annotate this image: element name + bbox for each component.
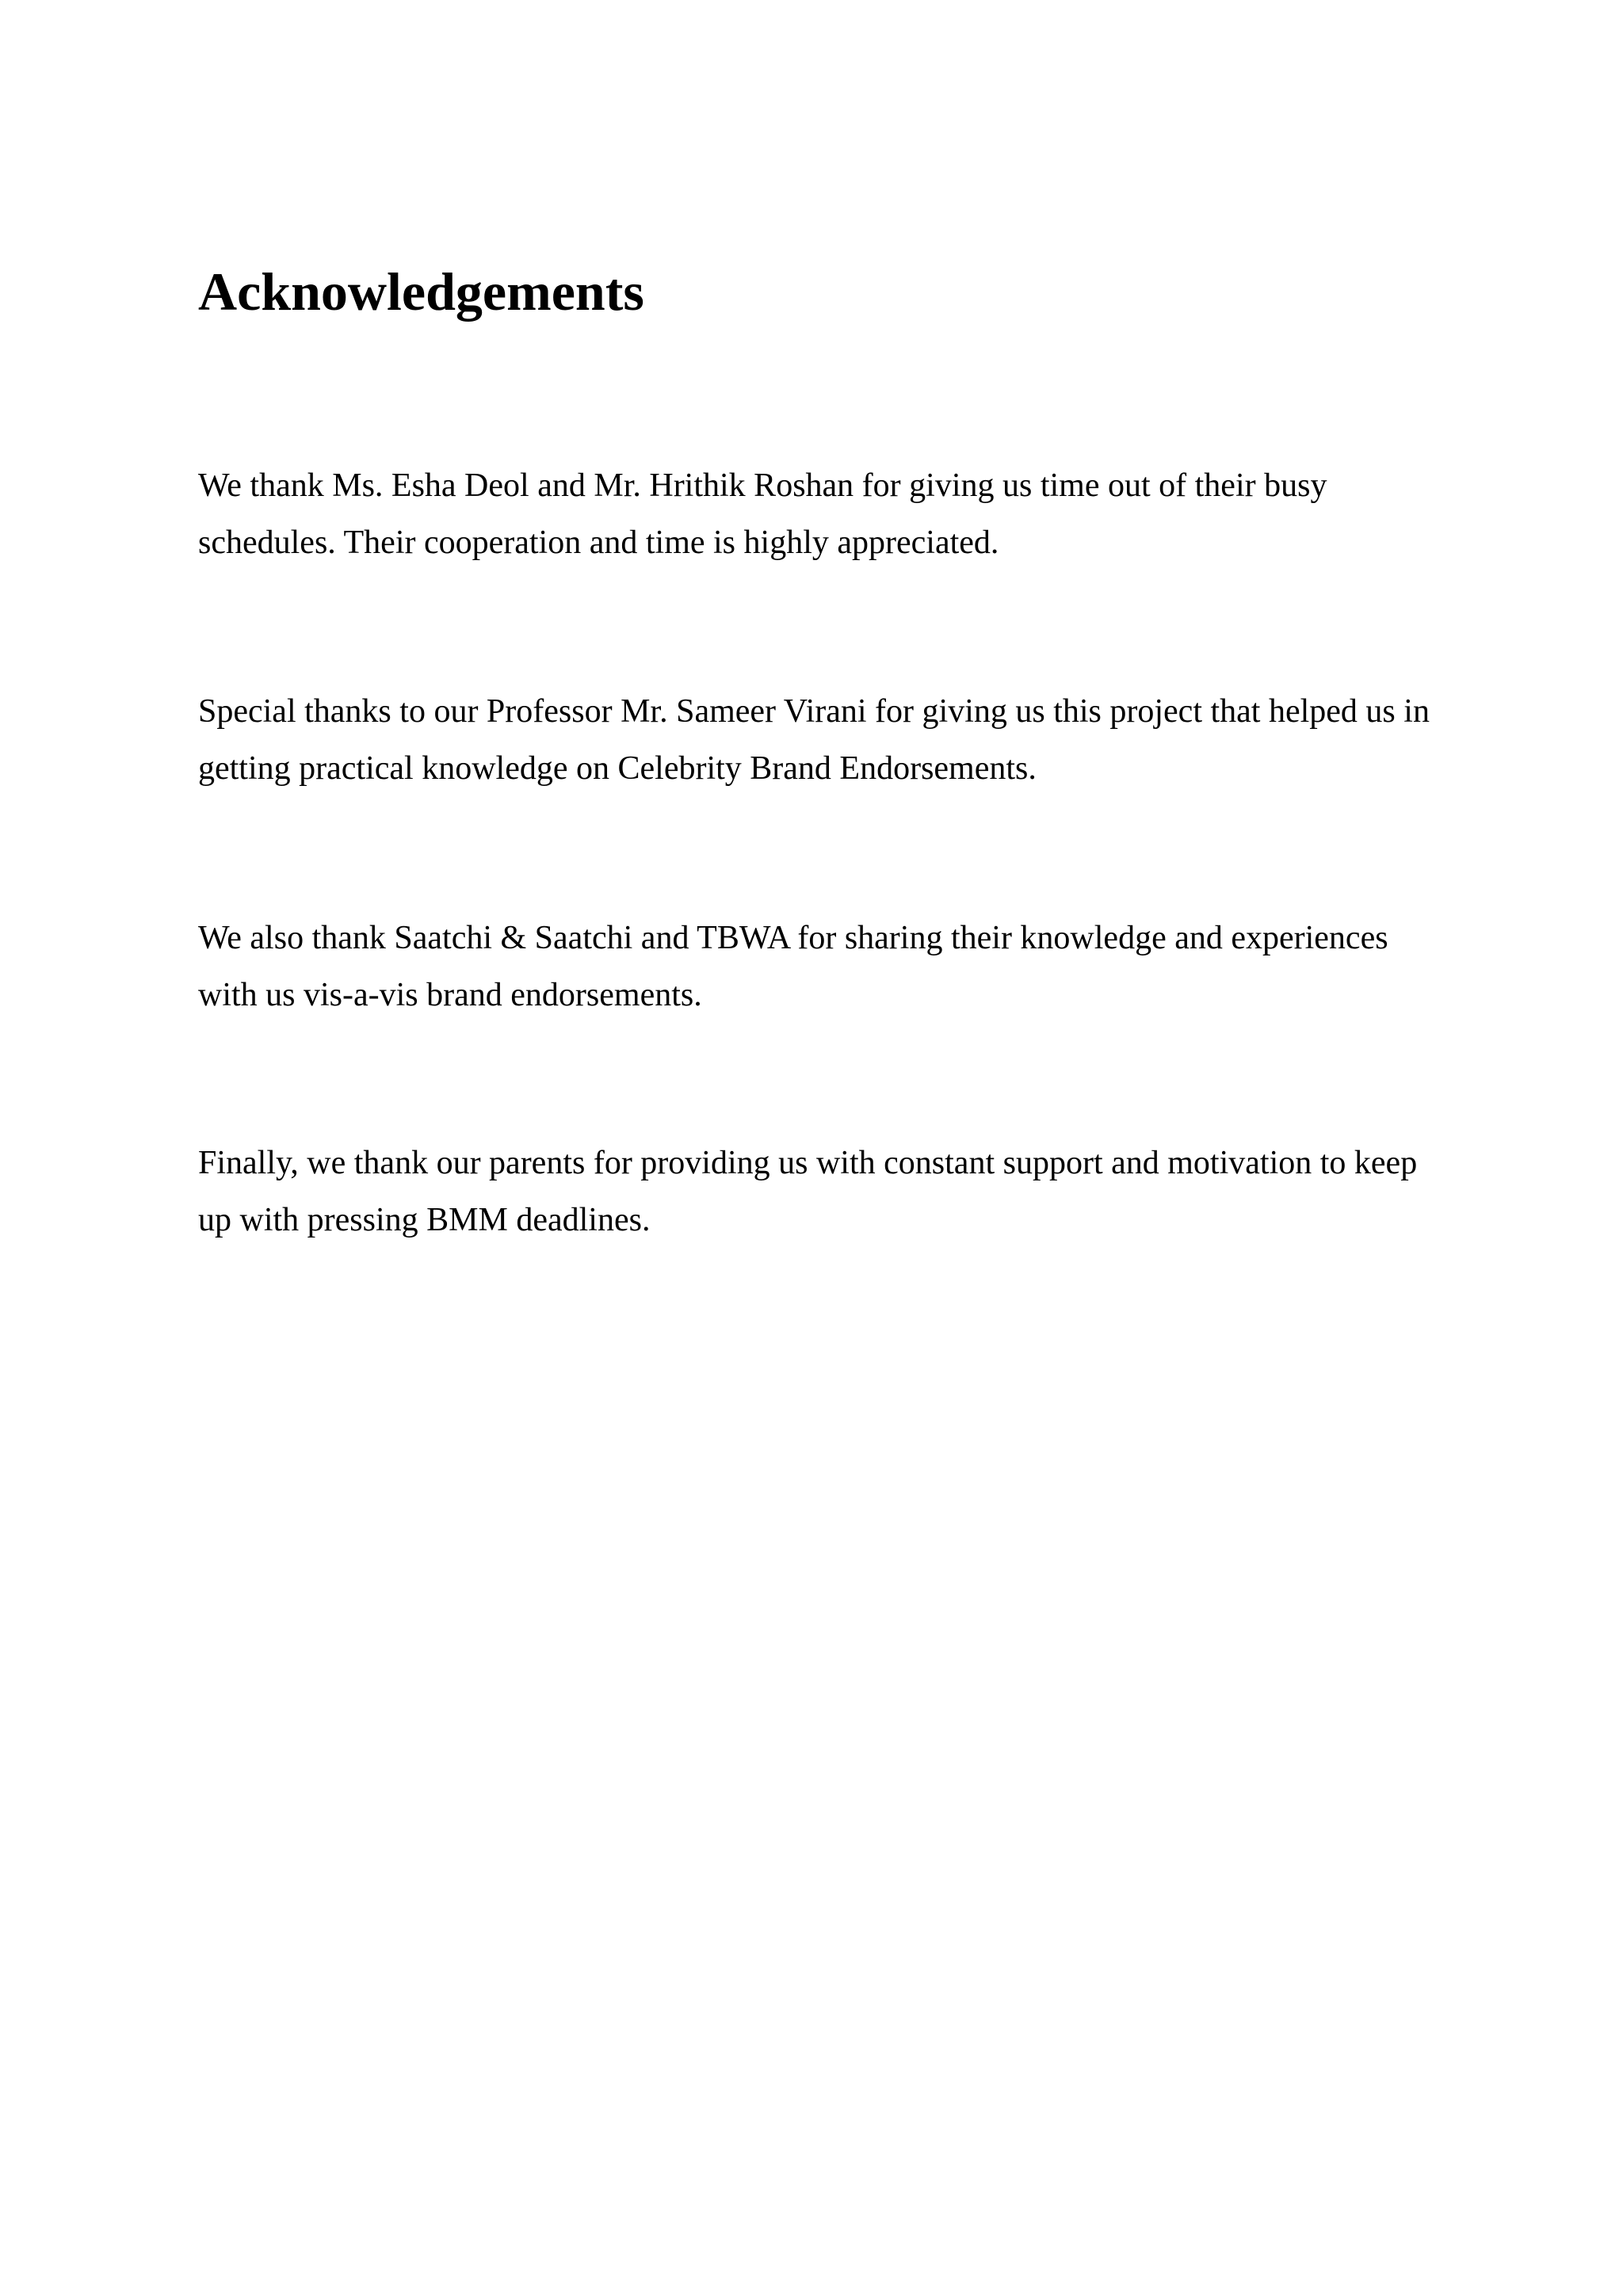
page-title: Acknowledgements: [198, 261, 644, 322]
paragraph-parents-thanks: Finally, we thank our parents for providing us with constant support and motivation to keep up with pressing BMM deadlines.: [198, 1145, 1418, 1238]
paragraph-professor-thanks: Special thanks to our Professor Mr. Sameer Virani for giving us this project that helped us in getting practical knowledge on Celebrity Brand Endorsements.: [198, 693, 1430, 787]
paragraph-celebrity-thanks: We thank Ms. Esha Deol and Mr. Hrithik Roshan for giving us time out of their busy schedules. Their cooperation and time is highly appreciated.: [198, 467, 1327, 561]
paragraph-agency-thanks: We also thank Saatchi & Saatchi and TBWA for sharing their knowledge and experiences with us vis-a-vis brand endorsements.: [198, 920, 1388, 1013]
